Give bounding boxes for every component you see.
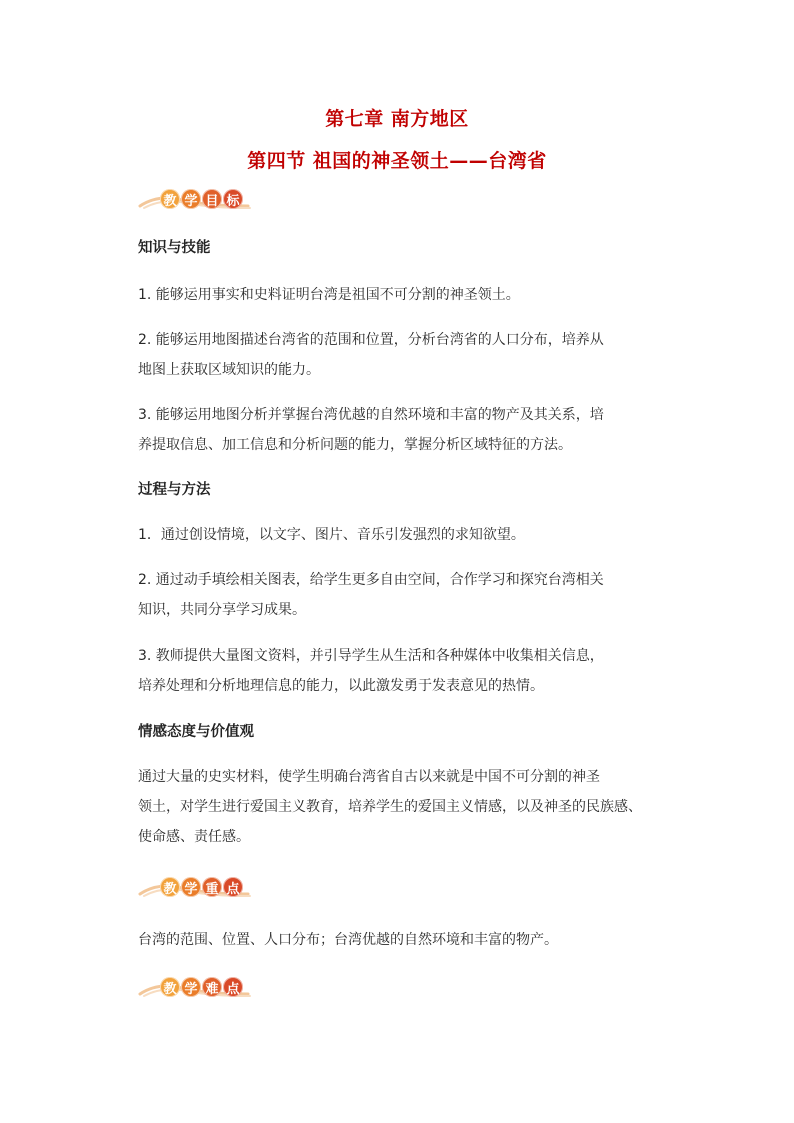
text-line: 领土，对学生进行爱国主义教育，培养学生的爱国主义情感，以及神圣的民族感、 bbox=[138, 799, 642, 815]
heading-emotion-values: 情感态度与价值观 bbox=[138, 724, 254, 740]
section-title: 第四节 祖国的神圣领土——台湾省 bbox=[247, 150, 547, 172]
text-line: 培养处理和分析地理信息的能力，以此激发勇于发表意见的热情。 bbox=[138, 678, 544, 694]
badge-char: 重 bbox=[202, 877, 222, 897]
badge-char: 点 bbox=[223, 977, 243, 997]
badge-teaching-difficulties bbox=[138, 974, 258, 1000]
badge-char: 教 bbox=[160, 189, 180, 209]
text-line: 知识，共同分享学习成果。 bbox=[138, 602, 306, 618]
text-line: 1. 能够运用事实和史料证明台湾是祖国不可分割的神圣领土。 bbox=[138, 287, 520, 303]
text-line: 台湾的范围、位置、人口分布；台湾优越的自然环境和丰富的物产。 bbox=[138, 932, 558, 948]
text-line: 通过大量的史实材料，使学生明确台湾省自古以来就是中国不可分割的神圣 bbox=[138, 769, 600, 785]
badge-char: 难 bbox=[202, 977, 222, 997]
heading-process-methods: 过程与方法 bbox=[138, 482, 211, 498]
process-item-2 bbox=[138, 565, 678, 625]
text-line: 使命感、责任感。 bbox=[138, 829, 250, 845]
heading-knowledge-skills: 知识与技能 bbox=[138, 240, 211, 256]
badge-char: 学 bbox=[181, 977, 201, 997]
text-line: 养提取信息、加工信息和分析问题的能力，掌握分析区域特征的方法。 bbox=[138, 437, 572, 453]
text-line: 2. 能够运用地图描述台湾省的范围和位置，分析台湾省的人口分布，培养从 bbox=[138, 332, 604, 348]
badge-char: 教 bbox=[160, 977, 180, 997]
keypoints-text bbox=[138, 925, 678, 955]
knowledge-item-2 bbox=[138, 325, 678, 385]
text-line: 3. 教师提供大量图文资料，并引导学生从生活和各种媒体中收集相关信息， bbox=[138, 648, 604, 664]
badge-char: 学 bbox=[181, 877, 201, 897]
text-line: 3. 能够运用地图分析并掌握台湾优越的自然环境和丰富的物产及其关系，培 bbox=[138, 407, 604, 423]
knowledge-item-3 bbox=[138, 400, 678, 460]
process-item-1 bbox=[138, 520, 678, 550]
process-item-3 bbox=[138, 641, 678, 701]
emotion-paragraph bbox=[138, 762, 678, 852]
badge-char: 学 bbox=[181, 189, 201, 209]
text-line: 1．通过创设情境，以文字、图片、音乐引发强烈的求知欲望。 bbox=[138, 527, 525, 543]
badge-char: 教 bbox=[160, 877, 180, 897]
badge-teaching-objectives bbox=[138, 186, 258, 212]
badge-char: 点 bbox=[223, 877, 243, 897]
badge-char: 标 bbox=[223, 189, 243, 209]
knowledge-item-1 bbox=[138, 280, 678, 310]
chapter-title: 第七章 南方地区 bbox=[325, 108, 469, 130]
text-line: 地图上获取区域知识的能力。 bbox=[138, 362, 320, 378]
badge-char: 目 bbox=[202, 189, 222, 209]
badge-teaching-keypoints bbox=[138, 874, 258, 900]
text-line: 2. 通过动手填绘相关图表，给学生更多自由空间，合作学习和探究台湾相关 bbox=[138, 572, 604, 588]
